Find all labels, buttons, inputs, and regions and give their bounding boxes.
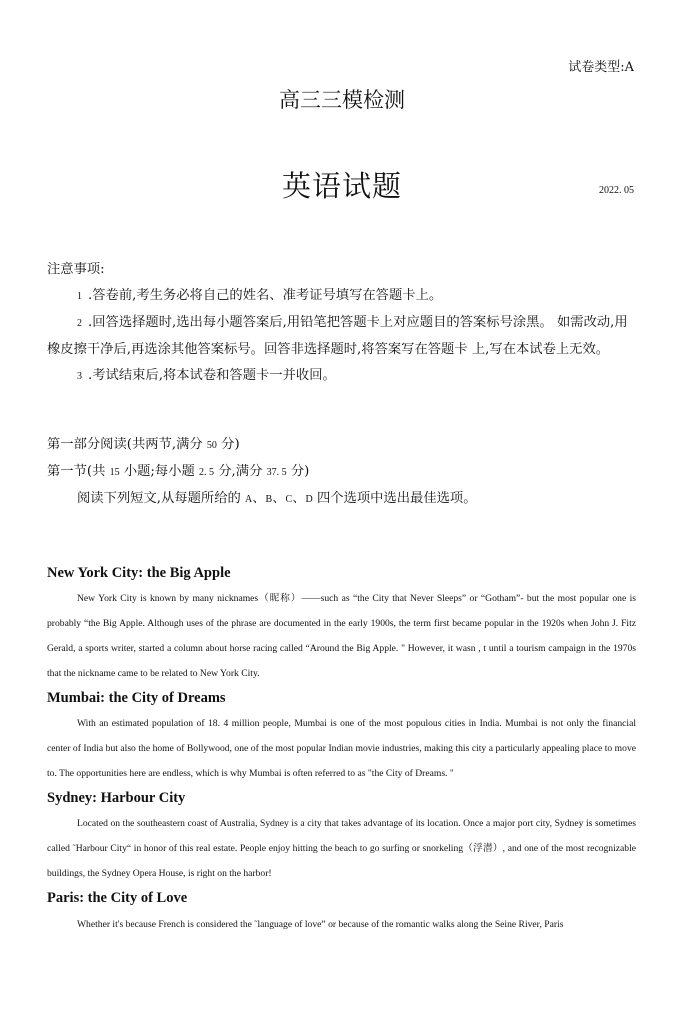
- reading-instructions: 阅读下列短文,从每题所给的 A、B、C、D 四个选项中选出最佳选项。: [77, 491, 477, 506]
- paper-type-label: 试卷类型:A: [568, 60, 634, 75]
- notes-heading: 注意事项:: [47, 262, 105, 277]
- part-one-heading: 第一部分阅读(共两节,满分 50 分): [47, 437, 240, 452]
- notes-section: [47, 257, 636, 390]
- passage-heading: Paris: the City of Love: [47, 890, 188, 906]
- exam-date: 2022. 05: [599, 185, 634, 196]
- passage-heading: Mumbai: the City of Dreams: [47, 690, 226, 706]
- exam-title: 高三三模检测: [279, 88, 405, 112]
- section-one-heading: 第一节(共 15 小题;每小题 2. 5 分,满分 37. 5 分): [47, 464, 310, 479]
- passage-heading: Sydney: Harbour City: [47, 790, 186, 806]
- note-item: 2 .回答选择题时,选出每小题答案后,用铅笔把答题卡上对应题目的答案标号涂黑。 如需改动,用橡皮擦干净后,再选涂其他答案标号。回答非选择题时,将答案写在答题卡 上,写在本试卷上无效。: [47, 315, 628, 357]
- passage-paragraph: Located on the southeastern coast of Australia, Sydney is a city that takes advantage of its location. Once a major port city, Sydney is sometimes called ˜Harbour City“ in honor of this real estate. People enjoy hitting the beach to go surfing or snorkeling（浮潜）, and one of the most recognizable buildings, the Sydney Opera House, is right on the harbor!: [47, 818, 636, 879]
- passage-paragraph: New York City is known by many nicknames（昵称）——such as “the City that Never Sleeps” or “Gotham”- but the most popular one is probably “the Big Apple. Although uses of the phrase are documented in the early 1900s, the term first became popular in the 1920s when John J. Fitz Gerald, a sports writer, started a column about horse racing called “Around the Big Apple. " However, it wasn , t until a tourism campaign in the 1970s that the nickname came to be related to New York City.: [47, 593, 636, 679]
- passage-paragraph: Whether it's because French is considered the ˜language of love” or because of the romantic walks along the Seine River, Paris: [77, 919, 564, 930]
- passage-paragraph: With an estimated population of 18. 4 million people, Mumbai is one of the most populous cities in India. Mumbai is not only the financial center of India but also the home of Bollywood, one of the most popular Indian movie industries, making this city a particularly appealing place to move to. The opportunities here are endless, which is why Mumbai is often referred to as "the City of Dreams. ": [47, 718, 636, 779]
- note-item: 3 .考试结束后,将本试卷和答题卡一并收回。: [77, 368, 336, 383]
- passage-heading: New York City: the Big Apple: [47, 565, 231, 581]
- note-item: 1 .答卷前,考生务必将自己的姓名、准考证号填写在答题卡上。: [77, 288, 443, 303]
- part-one-section: [47, 432, 636, 513]
- subject-title: 英语试题: [281, 169, 402, 203]
